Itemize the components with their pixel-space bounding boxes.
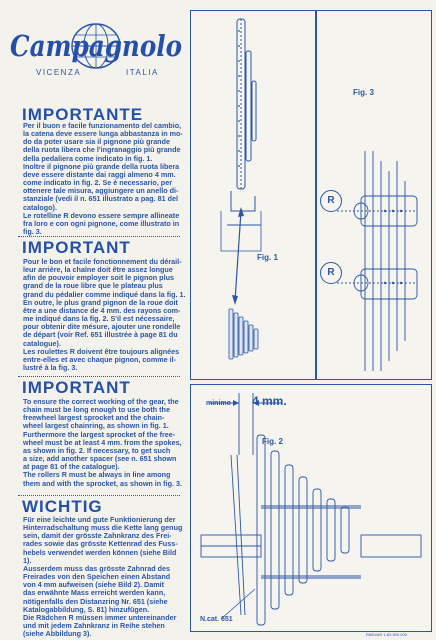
roller-r-badge-top: R <box>320 190 342 212</box>
text-german <box>23 516 186 638</box>
chain-length-diagram <box>191 11 315 379</box>
text-line: rades sowie das grösste Kettenrad des Fuss- <box>23 539 178 549</box>
text-line: catalogo). <box>23 202 57 212</box>
text-line: la catena deve essere lunga abbastanza in mo- <box>23 129 183 139</box>
text-line: wheel largest chainring, as shown in fig. 1. <box>23 421 169 431</box>
text-line: Pour le bon et facile fonctionnement du dérail- <box>23 257 182 266</box>
text-line: della ruota libera che l'ingranaggio più grande <box>23 145 181 155</box>
text-line: stanziale (vedi il n. 651 illustrato a pag. 81 del <box>23 194 178 204</box>
ncat-label: N.cat. 651 <box>200 616 233 623</box>
text-line: pour obtenir dite mésure, ajouter une rondelle <box>23 322 181 332</box>
minimo-label: minimo <box>206 400 231 407</box>
text-line: Die Rädchen R müssen immer untereinander <box>23 612 177 622</box>
heading-french: IMPORTANT <box>22 238 131 257</box>
text-line: fig. 3. <box>23 227 42 237</box>
text-line: catalogue). <box>23 338 61 348</box>
city-italia: ITALIA <box>126 68 159 77</box>
fig-1-label: Fig. 1 <box>257 253 278 262</box>
text-line: sein, damit der grösste Zahnkranz des Frei- <box>23 531 172 541</box>
text-line: En outre, le plus grand pignon de la roue doit <box>23 297 178 307</box>
text-line: at page 81 of the catalogue). <box>23 462 120 472</box>
section-divider <box>18 376 180 377</box>
text-line: nötigenfalls den Distanzring Nr. 651 (siehe <box>23 596 168 606</box>
roller-r-badge-bottom: R <box>320 262 342 284</box>
text-line: Freirades von den Speichen einen Abstand <box>23 572 171 582</box>
text-line: Für eine leichte und gute Funktionierung der <box>23 515 176 524</box>
text-line: fra loro e con ogni pignone, come illustrato in <box>23 218 180 228</box>
text-line: Katalogabbildung, S. 81) hinzufügen. <box>23 604 150 614</box>
logo-wordmark: Campagnolo <box>10 29 182 63</box>
print-code: R800/AR 1-83 500.000 <box>366 632 407 637</box>
city-vicenza: VICENZA <box>36 68 82 77</box>
heading-german: WICHTIG <box>22 497 103 516</box>
text-line: 1). <box>23 555 32 565</box>
text-line: entre-elles et avec chaque pignon, comme il- <box>23 354 176 364</box>
text-line: Hinterradschaltung muss die Kette lang genug <box>23 523 183 533</box>
text-line: hebels verwendet werden können (siehe Bild <box>23 547 177 557</box>
figure-1-frame <box>190 10 316 380</box>
text-line: de départ (voir Ref. 651 illustrée à page 81 du <box>23 330 178 340</box>
text-english <box>23 398 186 488</box>
section-divider <box>18 236 180 237</box>
text-line: me indiqué dans la fig. 2. S'il est nécessaire, <box>23 314 175 324</box>
spoke-clearance-diagram <box>191 385 431 631</box>
text-line: come indicato in fig. 2. Se è necessario, per <box>23 178 172 188</box>
figure-2-frame <box>190 384 432 632</box>
text-line: Furthermore the largest sprocket of the free- <box>23 429 176 439</box>
text-line: und mit jedem Zahnkranz in Reihe stehen <box>23 621 165 631</box>
text-line: das erwähnte Mass erreicht werden kann, <box>23 588 166 598</box>
text-line: them and with the sprocket, as shown in fig. 3. <box>23 478 182 488</box>
text-line: To ensure the correct working of the gear, the <box>23 397 179 406</box>
text-line: The rollers R must be always in line among <box>23 470 171 480</box>
text-italian <box>23 122 186 236</box>
text-line: grand de la roue libre que le plateau plus <box>23 281 163 291</box>
fig-3-label: Fig. 3 <box>353 88 374 97</box>
heading-english: IMPORTANT <box>22 378 131 397</box>
text-line: Ausserdem muss das grösste Zahnrad des <box>23 563 170 573</box>
text-line: afin de pouvoir employer soit le pignon plus <box>23 273 174 283</box>
text-line: ottenere tale misura, aggiungere un anello di- <box>23 186 179 196</box>
text-line: Les roulettes R doivent être toujours alignées <box>23 346 180 356</box>
heading-italian: IMPORTANTE <box>22 105 144 124</box>
text-line: Le rotelline R devono essere sempre allineate <box>23 210 180 220</box>
text-line: (siehe Abbildung 3). <box>23 629 92 639</box>
text-line: do da poter usare sia il pignone più grande <box>23 137 170 147</box>
text-line: lustré à la fig. 3. <box>23 363 78 373</box>
text-line: as shown in fig. 2. If necessary, to get such <box>23 445 171 455</box>
text-line: della pedaliera come indicato in fig. 1. <box>23 153 153 163</box>
text-french <box>23 258 186 372</box>
text-line: leur arrière, la chaîne doit être assez longue <box>23 265 173 275</box>
text-line: Per il buon e facile funzionamento del cambio, <box>23 121 182 130</box>
fig-2-label: Fig. 2 <box>262 437 283 446</box>
text-line: wheel must be at least 4 mm. from the spokes, <box>23 437 182 447</box>
text-line: être a une distance de 4 mm. des rayons com- <box>23 305 181 315</box>
text-line: Inoltre il pignone più grande della ruota libera <box>23 161 180 171</box>
minimo-value: 4 mm. <box>252 394 287 408</box>
text-line: deve essere distante dai raggi almeno 4 mm. <box>23 169 176 179</box>
section-divider <box>18 495 180 496</box>
text-line: freewheel largest sprocket and the chain- <box>23 413 165 423</box>
text-line: chain must be long enough to use both the <box>23 405 170 415</box>
text-line: grand du pédalier comme indiqué dans la fig. 1. <box>23 289 186 299</box>
text-line: von 4 mm aufweisen (siehe Bild 2). Damit <box>23 580 164 590</box>
text-line: a size, add another spacer (see n. 651 shown <box>23 454 177 464</box>
